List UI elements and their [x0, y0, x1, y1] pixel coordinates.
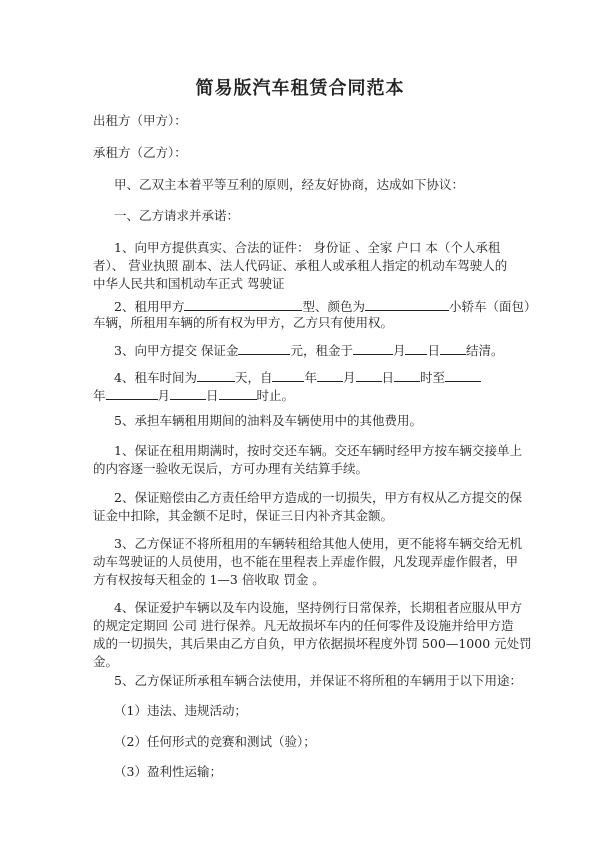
- clause-line: 证金中扣除，其金额不足时，保证三日内补齐其金额。: [93, 508, 394, 523]
- document-title: 简易版汽车租赁合同范本: [195, 78, 405, 99]
- lessee-line: 承租方（乙方）：: [93, 145, 187, 160]
- day-blank-2[interactable]: [440, 340, 466, 355]
- lessor-line: 出租方（甲方）：: [93, 113, 187, 128]
- clause-line: [114, 367, 544, 387]
- clause-3: [114, 340, 544, 360]
- clause-text: 月: [157, 388, 171, 403]
- end-hour-blank[interactable]: [219, 385, 257, 400]
- clause-text: 时止。: [256, 388, 295, 403]
- clause-line: 成的一切损失，其后果由乙方自负，甲方依据损坏程度外罚 500—1000 元处罚: [93, 636, 532, 651]
- usage-item: （1）违法、违规活动；: [114, 703, 247, 718]
- clause-5: 5、承担车辆租用期间的油料及车辆使用中的其他费用。: [114, 413, 422, 428]
- clause-text: 3、向甲方提交 保证金: [114, 343, 239, 358]
- end-year-blank[interactable]: [445, 367, 481, 382]
- clause-text: 型、颜色为: [302, 299, 365, 314]
- clause-text: 时至: [420, 370, 446, 385]
- clause-text: 日: [381, 370, 395, 385]
- clause-line: 4、保证爱护车辆以及车内设施，坚持例行日常保养，长期租者应服从甲方: [114, 600, 522, 615]
- clause-text: 4、租车时间为: [114, 370, 197, 385]
- clause-text: 元，租金于: [290, 343, 353, 358]
- clause-line: 者）、 营业执照 副本、法人代码证、承租人或承租人指定的机动车驾驶人的: [93, 258, 508, 273]
- clause-line: 1、保证在租用期满时，按时交还车辆。交还车辆时经甲方按车辆交接单上: [114, 443, 522, 458]
- clause-text: 结清。: [465, 343, 504, 358]
- clause-line: [114, 296, 544, 316]
- section-heading: 一、乙方请求并承诺：: [114, 208, 240, 223]
- clause-line: [93, 385, 523, 405]
- usage-item: （3）盈利性运输；: [114, 764, 222, 779]
- clause-text: 2、租用甲方: [114, 299, 185, 314]
- clause-text: 日: [206, 388, 219, 403]
- deposit-blank[interactable]: [238, 340, 290, 355]
- month-blank[interactable]: [353, 340, 393, 355]
- clause-line: 2、保证赔偿由乙方责任给甲方造成的一切损失，甲方有权从乙方提交的保: [114, 490, 522, 505]
- clause-line: 车辆，所租用车辆的所有权为甲方，乙方只有使用权。: [93, 315, 394, 330]
- day-blank[interactable]: [405, 340, 427, 355]
- clause-line: 的规定定期回 公司 进行保养。凡无故损坏车内的任何零件及设施并给甲方造: [93, 618, 514, 633]
- clause-text: 年: [93, 388, 106, 403]
- clause-line: 3、乙方保证不将所租用的车辆转租给其他人使用，更不能将车辆交给无机: [114, 536, 522, 551]
- clause-line: 金。: [93, 654, 119, 669]
- clause-line: 方有权按每天租金的 1—3 倍收取 罚金 。: [93, 572, 325, 587]
- clause-line: 1、向甲方提供真实、合法的证件： 身份证 、全家 户口 本（个人承租: [114, 240, 501, 255]
- hour-blank[interactable]: [394, 367, 420, 382]
- end-month-blank[interactable]: [106, 385, 158, 400]
- clause-text: 小轿车（面包）: [448, 299, 537, 314]
- clause-line: 中华人民共和国机动车正式 驾驶证: [93, 276, 285, 291]
- clause-text: 日: [427, 343, 440, 358]
- clause-line: 动车驾驶证的人员使用，也不能在里程表上弄虚作假，凡发现弄虚作假者，甲: [93, 554, 519, 569]
- clause-text: 年: [304, 370, 317, 385]
- clause-text: 月: [343, 370, 356, 385]
- day-blank[interactable]: [356, 367, 382, 382]
- color-blank[interactable]: [365, 296, 449, 311]
- month-blank[interactable]: [317, 367, 343, 382]
- days-blank[interactable]: [197, 367, 235, 382]
- usage-item: （2）任何形式的竞赛和测试（验）；: [114, 734, 316, 749]
- guarantee-5: 5、乙方保证所承租车辆合法使用，并保证不将所租的车辆用于以下用途：: [114, 673, 522, 688]
- clause-line: 的内容逐一验收无误后，方可办理有关结算手续。: [93, 461, 369, 476]
- car-model-blank[interactable]: [184, 296, 302, 311]
- intro-paragraph: 甲、乙双主本着平等互利的原则，经友好协商，达成如下协议：: [114, 177, 465, 192]
- end-day-blank[interactable]: [170, 385, 206, 400]
- clause-text: 天，自: [234, 370, 273, 385]
- clause-text: 月: [392, 343, 406, 358]
- year-blank[interactable]: [272, 367, 304, 382]
